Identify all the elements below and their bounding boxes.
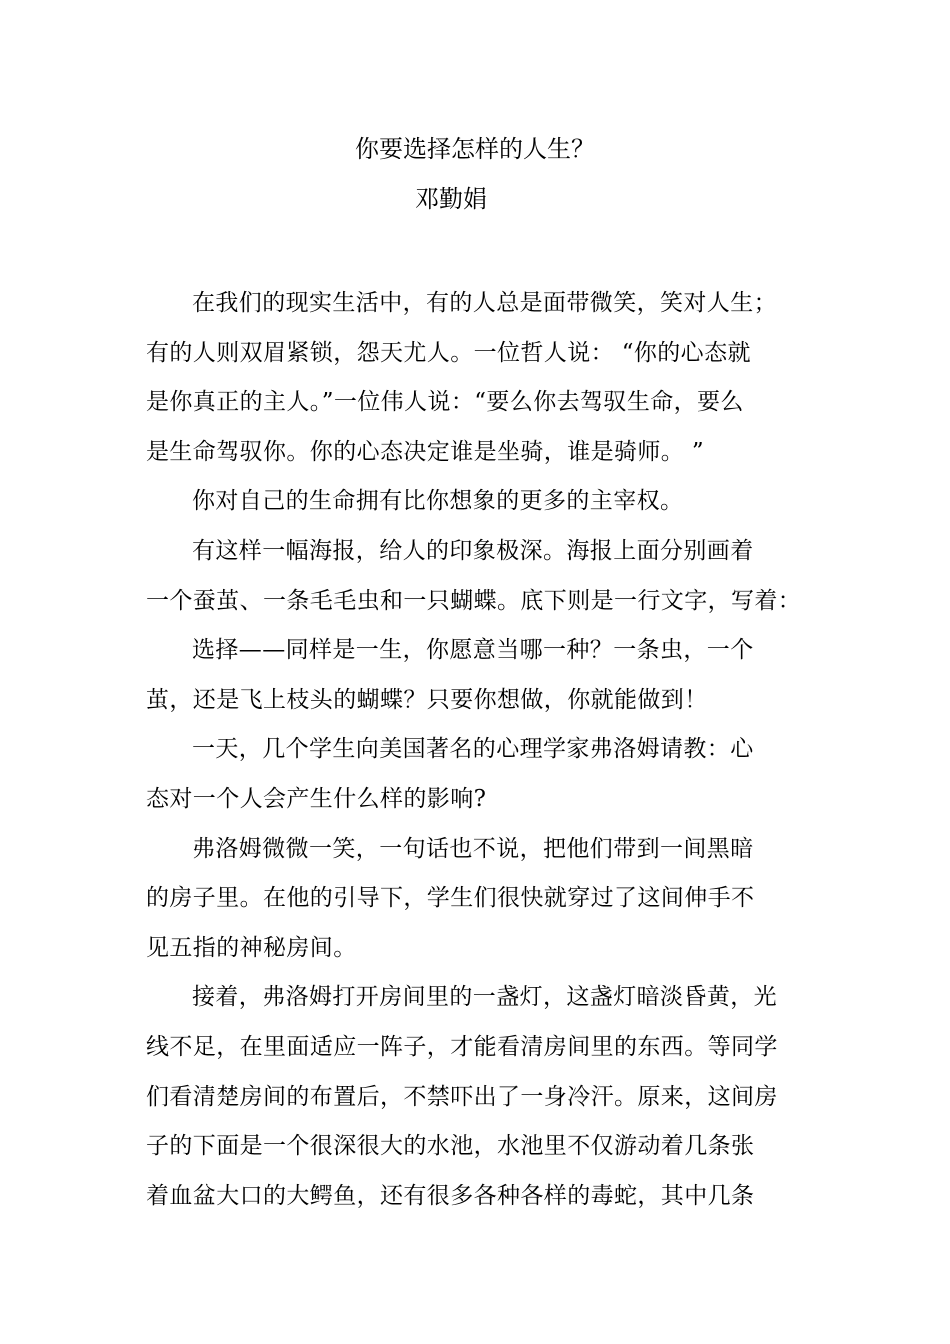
document-body bbox=[146, 279, 810, 1221]
text-line: 一个蚕茧、一条毛毛虫和一只蝴蝶。底下则是一行文字，写着： bbox=[146, 587, 802, 614]
document-author: 邓勤娟 bbox=[415, 185, 487, 213]
text-line: 态对一个人会产生什么样的影响? bbox=[146, 785, 487, 812]
text-line: 一天，几个学生向美国著名的心理学家弗洛姆请教：心 bbox=[192, 736, 754, 763]
text-line: 的房子里。在他的引导下，学生们很快就穿过了这间伸手不 bbox=[146, 885, 755, 912]
paragraph bbox=[146, 279, 810, 477]
text-line: 有的人则双眉紧锁，怨天尤人。一位哲人说： “你的心态就 bbox=[146, 339, 751, 366]
text-line: 茧，还是飞上枝头的蝴蝶？只要你想做，你就能做到！ bbox=[146, 686, 708, 713]
text-line: 弗洛姆微微一笑，一句话也不说，把他们带到一间黑暗 bbox=[192, 835, 754, 862]
text-line: 子的下面是一个很深很大的水池，水池里不仅游动着几条张 bbox=[146, 1133, 755, 1160]
text-line: 接着，弗洛姆打开房间里的一盏灯，这盏灯暗淡昏黄，光 bbox=[192, 984, 777, 1011]
text-line: 们看清楚房间的布置后，不禁吓出了一身冷汗。原来，这间房 bbox=[146, 1083, 778, 1110]
paragraph bbox=[146, 477, 810, 527]
text-line: 线不足，在里面适应一阵子，才能看清房间里的东西。等同学 bbox=[146, 1033, 778, 1060]
text-line: 有这样一幅海报，给人的印象极深。海报上面分别画着 bbox=[192, 537, 754, 564]
text-line: 选择——同样是一生，你愿意当哪一种？一条虫，一个 bbox=[192, 637, 754, 664]
text-line: 你对自己的生命拥有比你想象的更多的主宰权。 bbox=[192, 488, 684, 515]
paragraph bbox=[146, 527, 810, 626]
text-line: 是你真正的主人。”一位伟人说：“要么你去驾驭生命，要么 bbox=[146, 389, 744, 416]
text-line: 是生命驾驭你。你的心态决定谁是坐骑，谁是骑师。 ” bbox=[146, 438, 705, 465]
text-line: 见五指的神秘房间。 bbox=[146, 934, 357, 961]
paragraph bbox=[146, 725, 810, 824]
text-line: 着血盆大口的大鳄鱼，还有很多各种各样的毒蛇，其中几条 bbox=[146, 1182, 755, 1209]
text-line: 在我们的现实生活中，有的人总是面带微笑，笑对人生； bbox=[192, 290, 777, 316]
document-title: 你要选择怎样的人生？ bbox=[355, 135, 595, 163]
paragraph bbox=[146, 973, 810, 1221]
paragraph bbox=[146, 626, 810, 725]
paragraph bbox=[146, 825, 810, 974]
